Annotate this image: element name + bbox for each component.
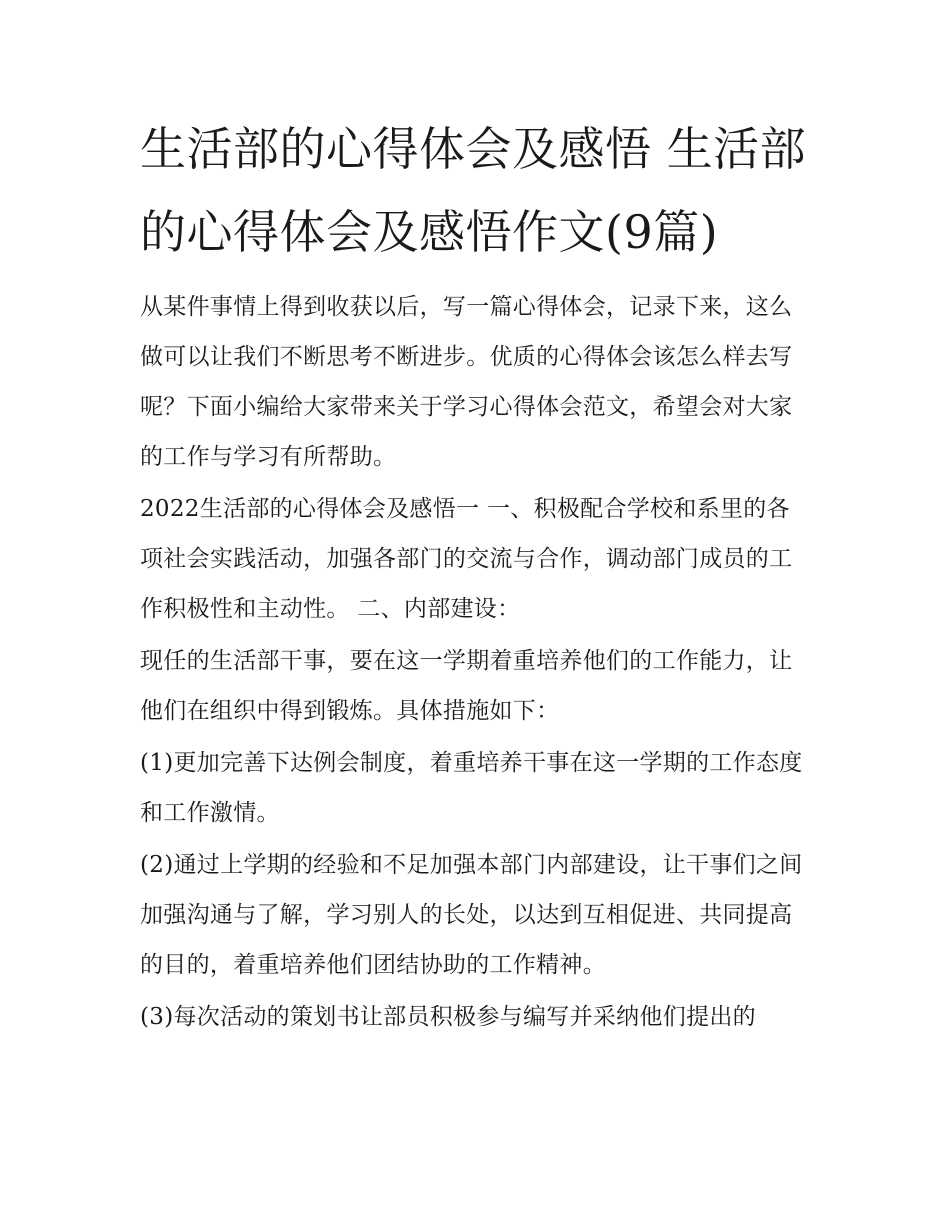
paragraph-intro: 从某件事情上得到收获以后，写一篇心得体会，记录下来，这么做可以让我们不断思考不断进步。优质的心得体会该怎么样去写呢？下面小编给大家带来关于学习心得体会范文，希望会对大家的工作与学习有所帮助。 xyxy=(140,294,793,470)
document-page xyxy=(140,108,812,1044)
paragraph-section-one: 2022生活部的心得体会及感悟一 一、积极配合学校和系里的各项社会实践活动，加强各部门的交流与合作，调动部门成员的工作积极性和主动性。 二、内部建设： xyxy=(140,496,793,622)
paragraph-measure-1: (1)更加完善下达例会制度，着重培养干事在这一学期的工作态度和工作激情。 xyxy=(140,750,803,826)
paragraph-measure-2: (2)通过上学期的经验和不足加强本部门内部建设，让干事们之间加强沟通与了解，学习别人的长处，以达到互相促进、共同提高的目的，着重培养他们团结协助的工作精神。 xyxy=(140,852,803,978)
paragraph-measure-3: (3)每次活动的策划书让部员积极参与编写并采纳他们提出的 xyxy=(140,1004,756,1030)
document-title: 生活部的心得体会及感悟 生活部的心得体会及感悟作文(9篇) xyxy=(140,122,807,259)
paragraph-staff-training: 现任的生活部干事，要在这一学期着重培养他们的工作能力，让他们在组织中得到锻炼。具体措施如下： xyxy=(140,648,793,724)
